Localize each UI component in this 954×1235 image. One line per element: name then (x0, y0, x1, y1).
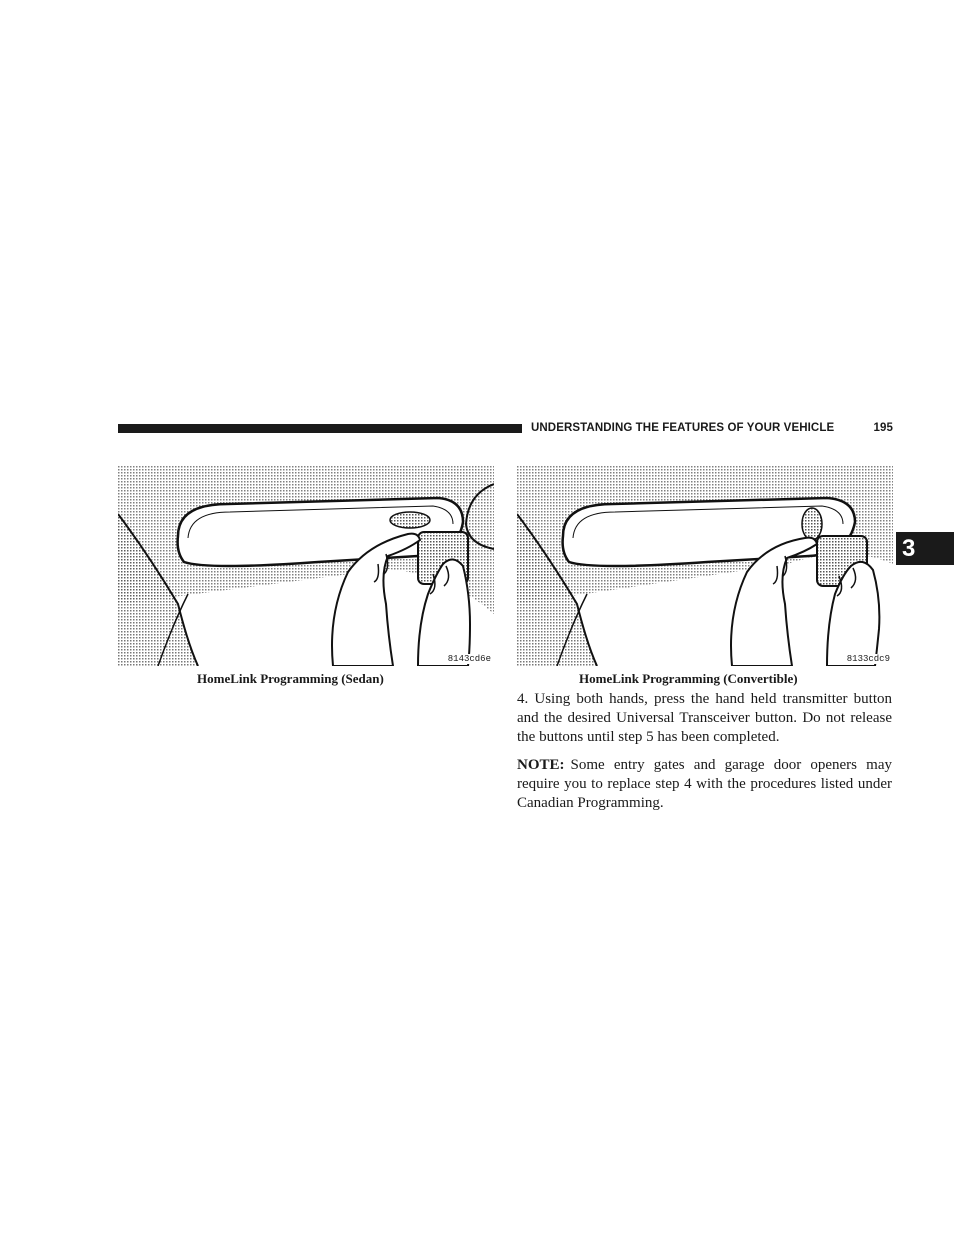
homelink-convertible-illustration (517, 454, 893, 666)
homelink-sedan-illustration (118, 454, 494, 666)
note-text: Some entry gates and garage door openers may require you to replace step 4 with the procedures listed under Canadian Programming. (517, 757, 892, 811)
step-4-paragraph: 4. Using both hands, press the hand held transmitter button and the desired Universal Transceiver button. Do not release the buttons until step 5 has been completed. (517, 691, 892, 745)
header-rule (118, 424, 522, 433)
figure-caption-convertible: HomeLink Programming (Convertible) (579, 671, 798, 686)
section-title: UNDERSTANDING THE FEATURES OF YOUR VEHICLE (531, 422, 835, 434)
chapter-tab: 3 (896, 532, 954, 565)
figure-code: 8133cdc9 (846, 654, 890, 664)
figure-code: 8143cd6e (447, 654, 491, 664)
figure-caption-sedan: HomeLink Programming (Sedan) (197, 671, 384, 686)
note-label: NOTE: (517, 757, 565, 773)
page-number: 195 (873, 422, 893, 434)
figure-convertible (517, 454, 893, 666)
note-paragraph (517, 756, 892, 813)
figure-sedan (118, 454, 494, 666)
running-header (531, 420, 893, 436)
